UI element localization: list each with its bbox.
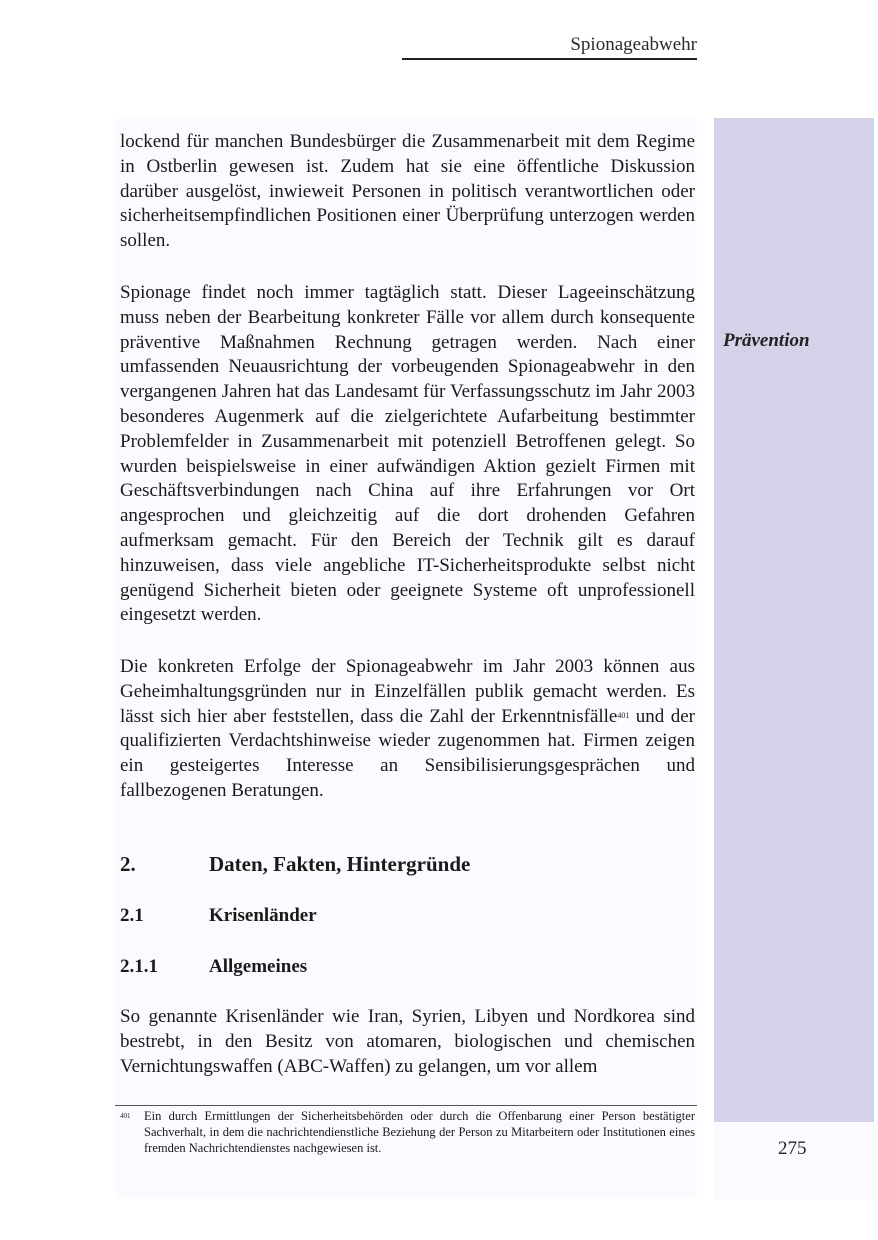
margin-sidebar <box>714 118 874 1122</box>
footnote-reference[interactable]: 401 <box>617 710 630 720</box>
paragraph-4: So genannte Krisenländer wie Iran, Syrien, Libyen und Nordkorea sind bestrebt, in den Besitz von atomaren, biologischen und chemischen Vernichtungswaffen (ABC-Waffen) zu gelangen, um vor allem <box>120 1006 695 1077</box>
paragraph-3-part-1: Die konkreten Erfolge der Spionageabwehr im Jahr 2003 können aus Geheimhaltungsgründen nur in Einzelfällen publik gemacht werden. Es lässt sich hier aber feststellen, dass die Zahl der Erkenntnisfälle <box>120 656 695 727</box>
section-title: Daten, Fakten, Hintergründe <box>209 852 471 876</box>
paragraph-3 <box>120 655 695 804</box>
margin-note: Prävention <box>723 330 810 351</box>
subsubsection-title: Allgemeines <box>209 956 308 977</box>
section-number: 2. <box>120 852 136 876</box>
subsection-heading <box>120 905 317 927</box>
subsection-number: 2.1 <box>120 905 144 926</box>
paragraph-2: Spionage findet noch immer tagtäglich statt. Dieser Lageeinschätzung muss neben der Bearbeitung konkreter Fälle vor allem durch konsequente präventive Maßnahmen Rechnung getragen werden. Nach einer umfassenden Neuausrichtung der vorbeugenden Spionageabwehr in den vergangenen Jahren hat das Landesamt für Verfassungsschutz im Jahr 2003 besonderes Augenmerk auf die zielgerichtete Aufarbeitung bestimmter Problemfelder in Zusammenarbeit mit potenziell Betroffenen gelegt. So wurden beispielsweise in einer aufwändigen Aktion gezielt Firmen mit Geschäftsverbindungen nach China auf ihre Erfahrungen vor Ort angesprochen und gleichzeitig auf die dort drohenden Gefahren aufmerksam gemacht. Für den Bereich der Technik gilt es darauf hinzuweisen, dass viele angebliche IT-Sicherheitsprodukte selbst nicht genügend Sicherheit bieten oder geeignete Systeme oft unprofessionell eingesetzt werden. <box>120 282 695 626</box>
section-heading <box>120 852 470 877</box>
footnote <box>120 1108 695 1156</box>
running-head: Spionageabwehr <box>570 34 697 55</box>
footnote-mark: 401 <box>120 1112 131 1120</box>
page-number: 275 <box>778 1138 807 1159</box>
paragraph-1: lockend für manchen Bundesbürger die Zusammenarbeit mit dem Regime in Ostberlin gewesen ist. Zudem hat sie eine öffentliche Diskussion darüber ausgelöst, inwieweit Personen in politisch verantwortlichen oder sicherheitsempfindlichen Positionen einer Überprüfung unterzogen werden sollen. <box>120 131 695 252</box>
subsubsection-number: 2.1.1 <box>120 956 158 977</box>
margin-sidebar-lower <box>714 1122 874 1200</box>
footnote-text: Ein durch Ermittlungen der Sicherheitsbehörden oder durch die Offenbarung einer Person bestätigter Sachverhalt, in dem die nachrichtendienstliche Beziehung der Person zu Mitarbeitern oder Institutionen eines fremden Nachrichtendienstes nachgewiesen ist. <box>144 1109 695 1155</box>
footnote-rule <box>115 1105 697 1106</box>
subsubsection-heading <box>120 956 307 978</box>
subsection-title: Krisenländer <box>209 905 317 926</box>
paragraph-3-part-2: und der qualifizierten Verdachtshinweise wieder zugenommen hat. Firmen zeigen ein gesteigertes Interesse an Sensibilisierungsgesprächen und fallbezogenen Beratungen. <box>120 705 695 801</box>
header-rule <box>402 58 697 60</box>
